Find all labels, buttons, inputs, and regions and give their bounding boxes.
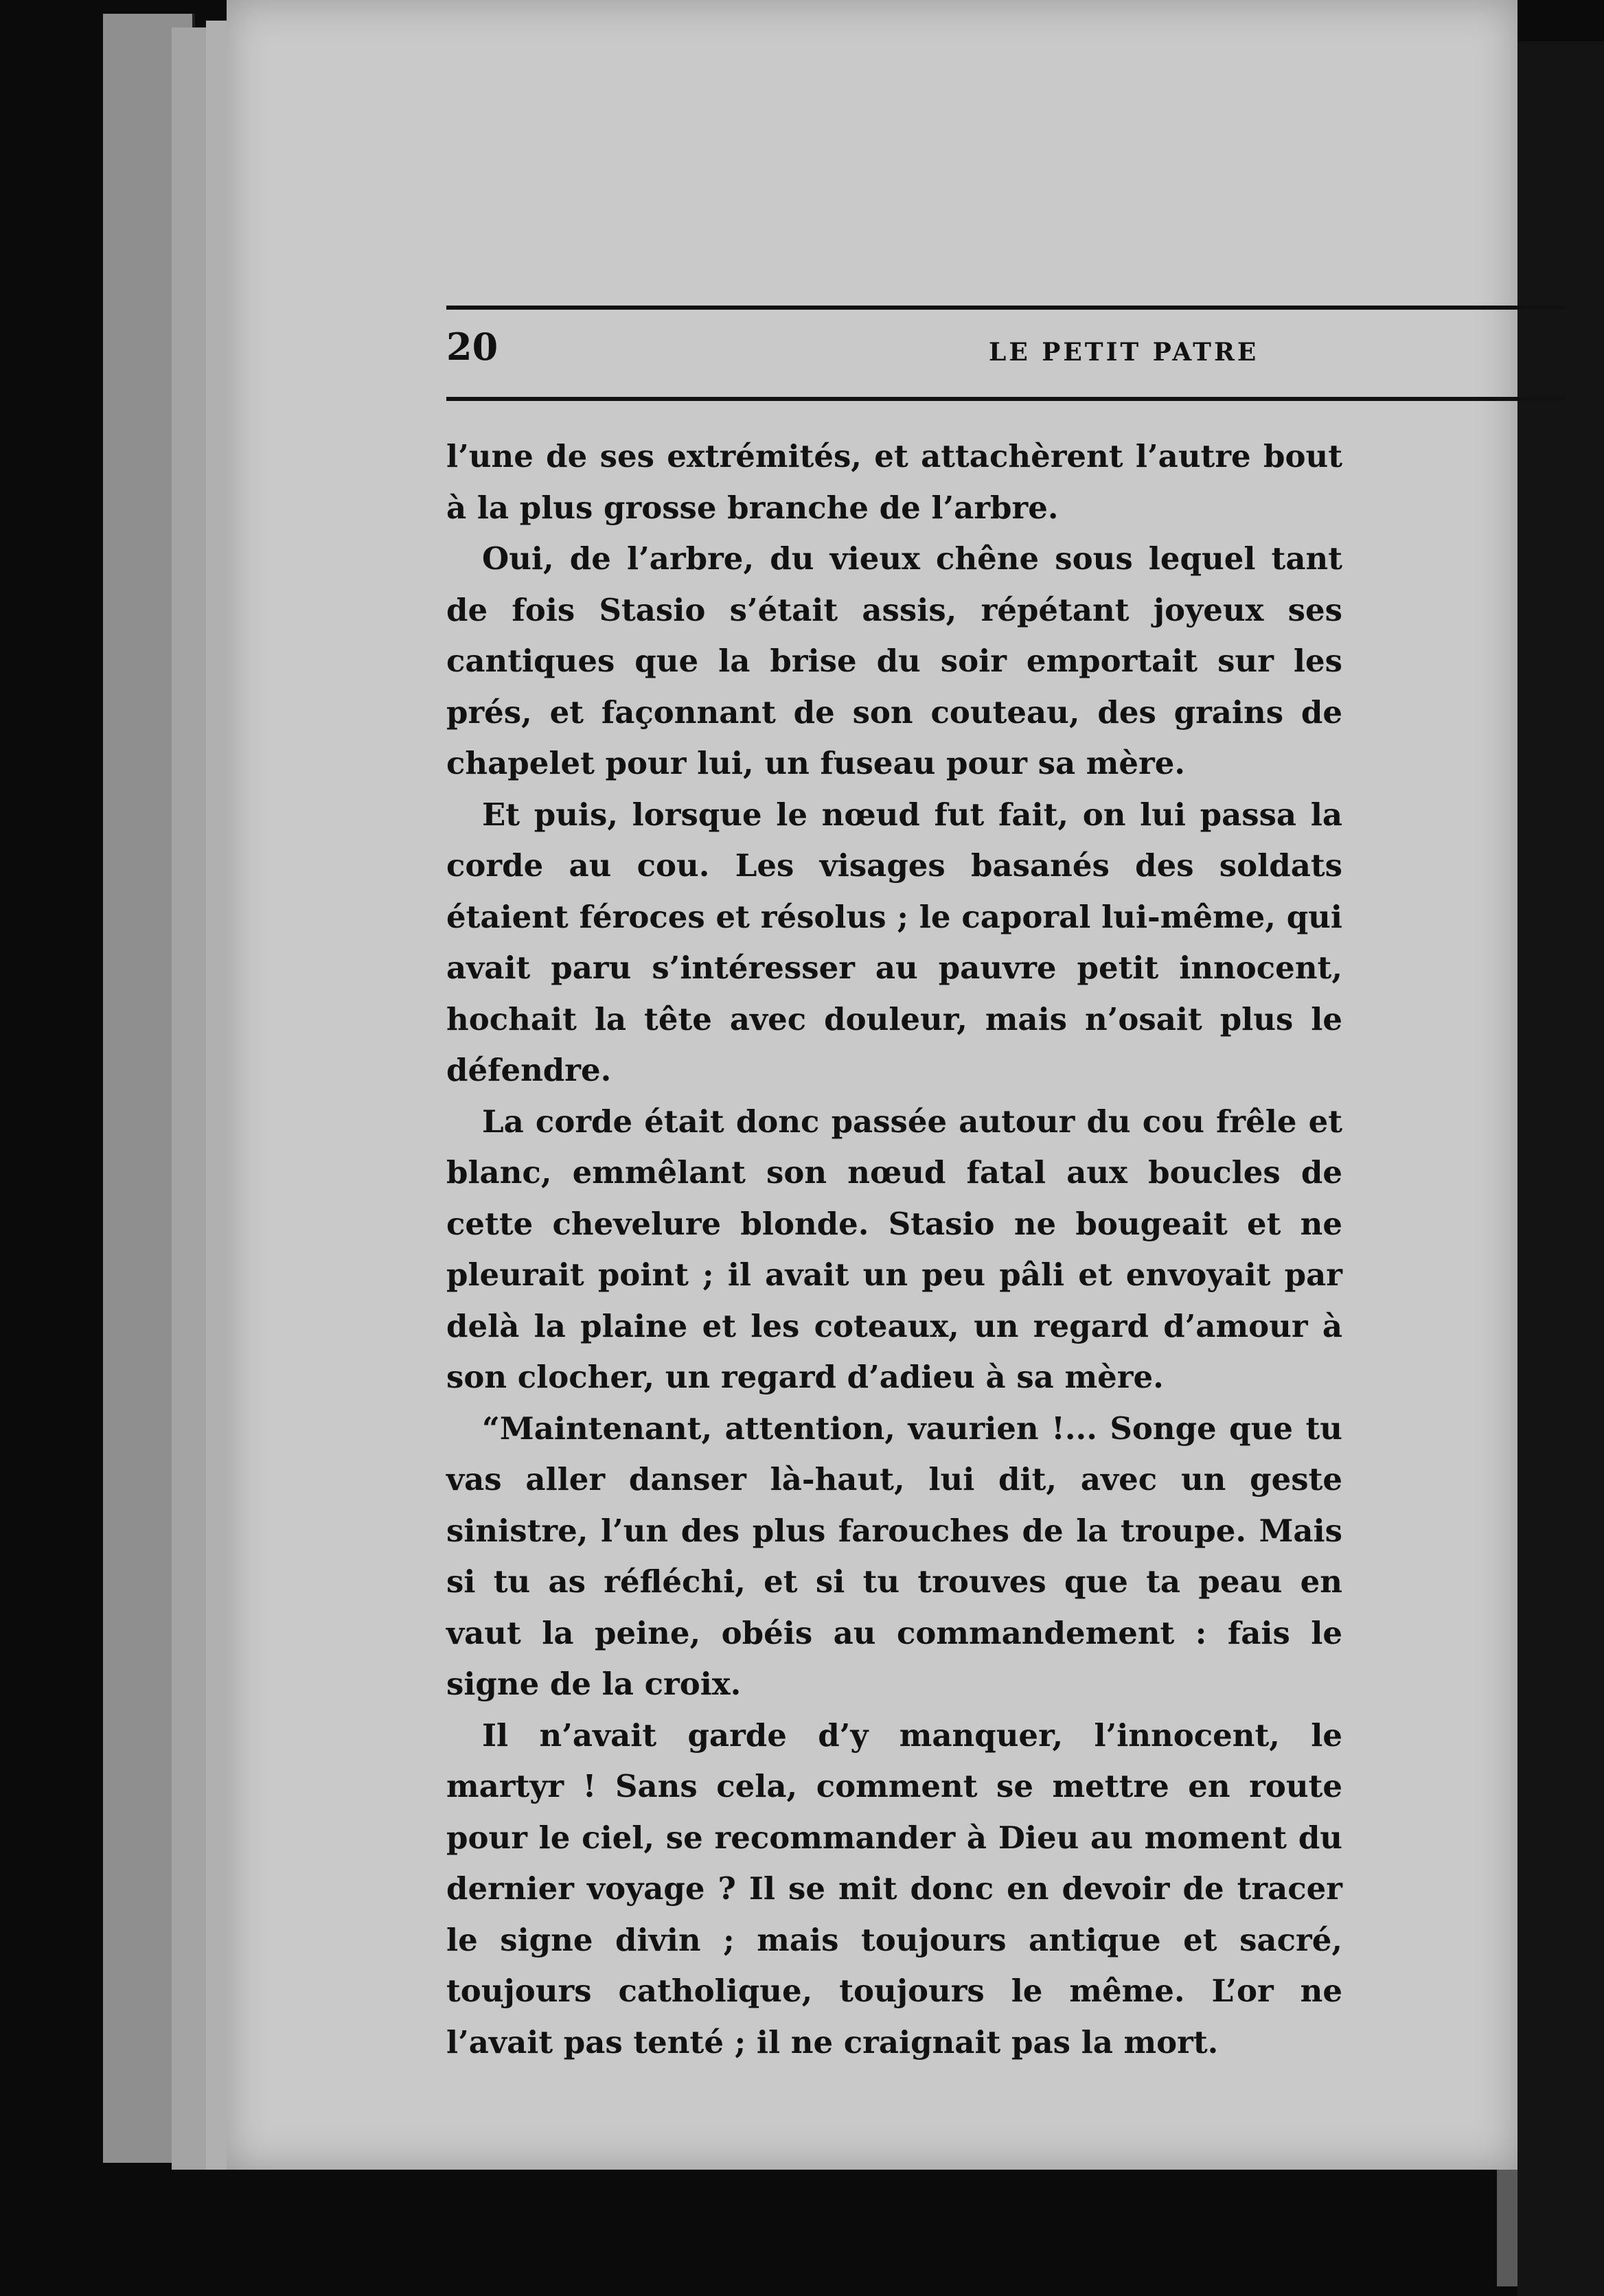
body-text: [446, 431, 1342, 2068]
paragraph: Et puis, lorsque le nœud fut fait, on lui passa la corde au cou. Les visages basanés des soldats étaient féroces et résolus ; le caporal lui-même, qui avait paru s’intéresser au pauvre petit innocent, hochait la tête avec douleur, mais n’osait plus le défendre.: [446, 796, 1342, 1088]
running-head: LE PETIT PATRE: [989, 338, 1259, 367]
paragraph: “Maintenant, attention, vaurien !... Songe que tu vas aller danser là-haut, lui dit, avec un geste sinistre, l’un des plus farouches de la troupe. Mais si tu as réfléchi, et si tu trouves que ta peau en vaut la peine, obéis au commandement : fais le signe de la croix.: [446, 1410, 1342, 1702]
header-rule-bottom: [446, 397, 1566, 401]
book-binding: [1517, 41, 1604, 2296]
paragraph: Il n’avait garde d’y manquer, l’innocent, le martyr ! Sans cela, comment se mettre en route pour le ciel, se recommander à Dieu au moment du dernier voyage ? Il se mit donc en devoir de tracer le signe divin ; mais toujours antique et sacré, toujours catholique, toujours le même. L’or ne l’avait pas tenté ; il ne craignait pas la mort.: [446, 1717, 1342, 2060]
page-number: 20: [446, 325, 499, 369]
paragraph: La corde était donc passée autour du cou frêle et blanc, emmêlant son nœud fatal aux boucles de cette chevelure blonde. Stasio ne bougeait et ne pleurait point ; il avait un peu pâli et envoyait par delà la plaine et les coteaux, un regard d’amour à son clocher, un regard d’adieu à sa mère.: [446, 1103, 1342, 1395]
paragraph: Oui, de l’arbre, du vieux chêne sous lequel tant de fois Stasio s’était assis, répétant joyeux ses cantiques que la brise du soir emportait sur les prés, et façonnant de son couteau, des grains de chapelet pour lui, un fuseau pour sa mère.: [446, 540, 1342, 781]
paragraph: l’une de ses extrémités, et attachèrent l’autre bout à la plus grosse branche de l’arbre.: [446, 438, 1342, 526]
header-rule-top: [446, 306, 1566, 310]
